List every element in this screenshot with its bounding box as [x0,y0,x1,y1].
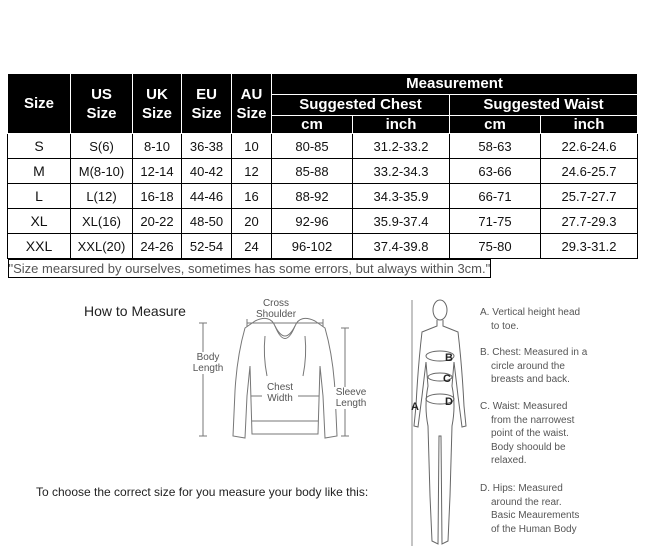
table-cell: XXL(20) [71,234,133,259]
table-cell: 12-14 [133,159,182,184]
table-cell: S [8,134,71,159]
note-a: A. Vertical height head to toe. [480,307,581,332]
body-figure-diagram [410,296,470,551]
table-cell: 52-54 [182,234,232,259]
table-cell: XXL [8,234,71,259]
table-cell: 25.7-27.7 [541,184,638,209]
table-row [8,134,638,159]
note-d: D. Hips: Measured around the rear. Basic Meaurements of the Human Body [480,483,580,535]
header-chest-cm: cm [272,116,353,134]
table-row [8,234,638,259]
table-cell: 88-92 [272,184,353,209]
table-cell: L [8,184,71,209]
header-size: Size [8,74,71,134]
table-cell: 8-10 [133,134,182,159]
table-cell: 29.3-31.2 [541,234,638,259]
table-cell: 36-38 [182,134,232,159]
sleeve-length-label: Sleeve Length [332,387,370,409]
table-cell: 20 [232,209,272,234]
chest-width-label: Chest Width [262,382,298,404]
header-chest-inch: inch [353,116,450,134]
table-cell: 35.9-37.4 [353,209,450,234]
table-cell: 33.2-34.3 [353,159,450,184]
table-cell: M(8-10) [71,159,133,184]
table-cell: XL(16) [71,209,133,234]
table-cell: 71-75 [450,209,541,234]
table-row [8,159,638,184]
table-cell: 16-18 [133,184,182,209]
header-eu-size: EU Size [182,74,232,134]
note-b: B. Chest: Measured in a circle around the breasts and back. [480,347,588,385]
table-row [8,184,638,209]
header-suggested-chest: Suggested Chest [272,95,450,116]
table-cell: 16 [232,184,272,209]
table-cell: 27.7-29.3 [541,209,638,234]
table-cell: 34.3-35.9 [353,184,450,209]
note-c: C. Waist: Measured from the narrowest point of the waist. Body shoould be relaxed. [480,401,575,466]
table-cell: S(6) [71,134,133,159]
instruction-text: To choose the correct size for you measure your body like this: [36,485,369,499]
letter-d: D [445,396,453,408]
table-cell: XL [8,209,71,234]
header-measurement: Measurement [272,74,638,95]
table-cell: 48-50 [182,209,232,234]
table-cell: 92-96 [272,209,353,234]
table-footnote: "Size mearsured by ourselves, sometimes has some errors, but always within 3cm." [8,260,491,276]
table-cell: 66-71 [450,184,541,209]
table-cell: 22.6-24.6 [541,134,638,159]
letter-a: A [411,401,419,413]
table-cell: 20-22 [133,209,182,234]
cross-shoulder-label: Cross Shoulder [256,298,297,320]
table-cell: 96-102 [272,234,353,259]
table-cell: 63-66 [450,159,541,184]
table-cell: 37.4-39.8 [353,234,450,259]
table-cell: 44-46 [182,184,232,209]
table-cell: 24.6-25.7 [541,159,638,184]
how-to-measure-title: How to Measure [84,303,186,319]
table-cell: 12 [232,159,272,184]
header-us-size: US Size [71,74,133,134]
table-cell: 24 [232,234,272,259]
table-cell: 40-42 [182,159,232,184]
letter-b: B [445,352,453,364]
body-length-label: Body Length [192,352,224,374]
table-cell: L(12) [71,184,133,209]
header-waist-inch: inch [541,116,638,134]
table-cell: 58-63 [450,134,541,159]
table-row [8,209,638,234]
header-au-size: AU Size [232,74,272,134]
size-chart-table [7,73,638,276]
letter-c: C [443,373,451,385]
table-cell: 85-88 [272,159,353,184]
header-uk-size: UK Size [133,74,182,134]
header-waist-cm: cm [450,116,541,134]
table-cell: 75-80 [450,234,541,259]
table-cell: 24-26 [133,234,182,259]
header-suggested-waist: Suggested Waist [450,95,638,116]
table-cell: 10 [232,134,272,159]
table-cell: 80-85 [272,134,353,159]
table-cell: 31.2-33.2 [353,134,450,159]
table-cell: M [8,159,71,184]
